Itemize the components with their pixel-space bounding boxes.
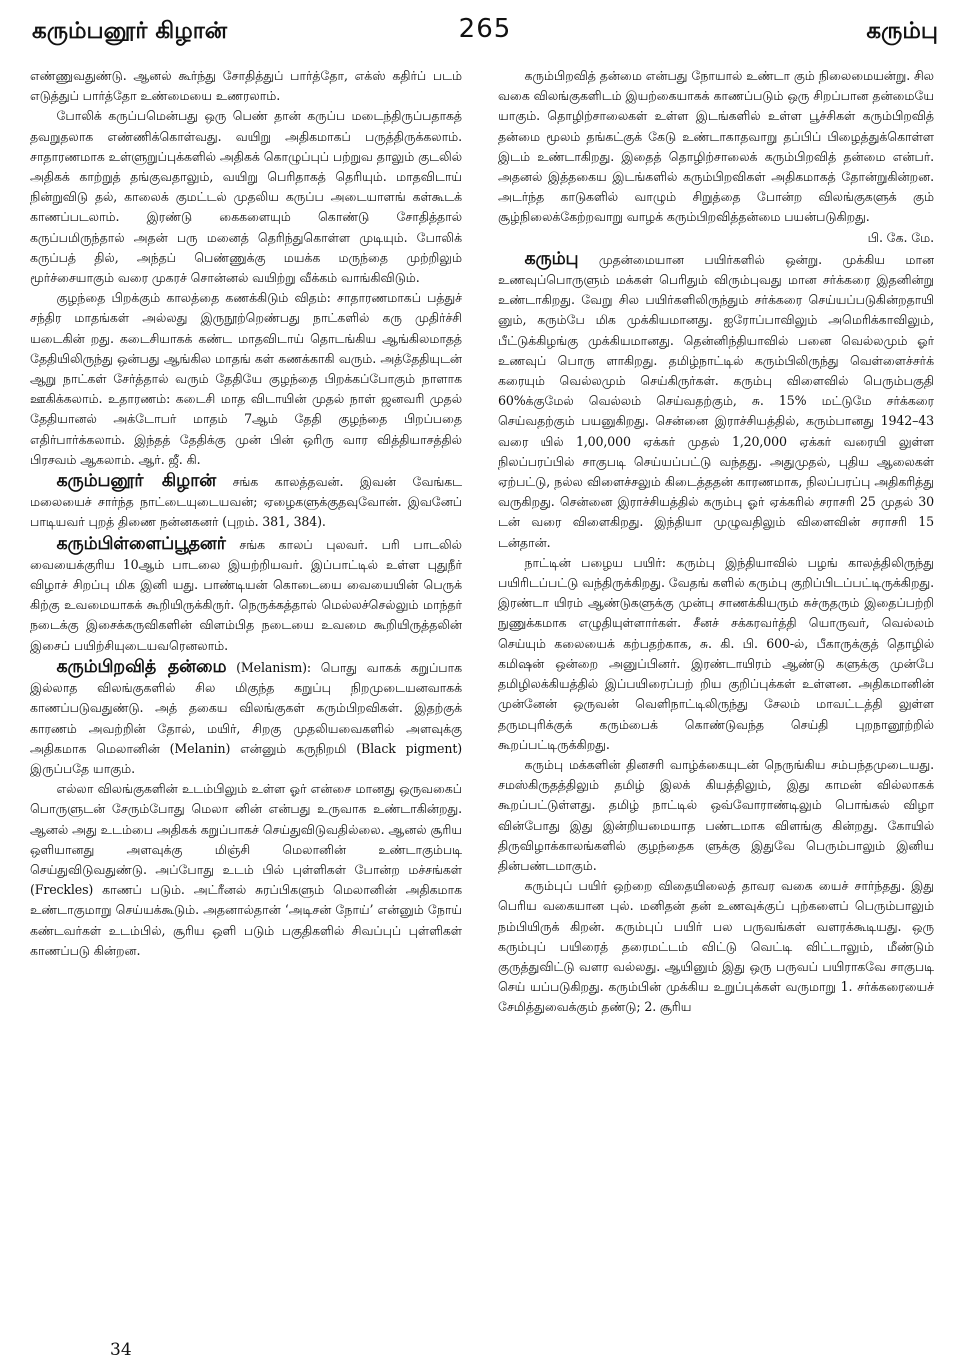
paragraph: கரும்பிறவித் தன்மை என்பது நோயால் உண்டா கும் நிலைமையன்று. சில வகை விலங்குகளிடம் இயற்கையாகக் காணப்படும் ஒரு சிறப்பான தன்மையே யாகும். தொழிற்சாலைகள் உள்ள இடங்களில் உள்ள பூச்சிகள் கரும்பிறவித் தன்மை மூலம் தங்கட்குக் கேடு உண்டாகாதவாறு தப்பிப் பிழைத்துக்கொள்ள இடம் உண்டாகிறது. இதைத் தொழிற்சாலைக் கரும்பிறவித் தன்மை என்பர். அதனல் இத்தகைய இடங்களில் கரும்பிறவிகள் அதிகமாகத் தோன்றுகின்றன. அடர்ந்த காடுகளில் வாழும் சிறுத்தை போன்ற விலங்குகளுக் கும் சூழ்நிலைக்கேற்றவாறு வாழக் கரும்பிறவித்தன்மை பயன்படுகிறது.: [498, 68, 934, 225]
entry-headword: கரும்பனூர் கிழான்: [56, 471, 217, 492]
entry-paragraph: [498, 248, 934, 553]
entry-body: (Melanism): பொது வாகக் கறுப்பாக இல்லாத விலங்குகளில் சில மிகுந்த கறுப்பு நிறமுடையனவாகக் காணப்படுவதுண்டு. அத் தகைய விலங்குகள் கரும்பிறவிகள். இதற்குக் காரணம் அவற்றின் தோல், மயிர், சிறகு முதலியவைகளில் அளவுக்கு அதிகமாக மெலானின் (Melanin) என்னும் கருநிறமி (Black pigment) இருப்பதே யாகும்.: [30, 659, 462, 776]
entry-paragraph: [30, 533, 462, 656]
page-header: [32, 12, 938, 52]
header-right-guideword: கரும்பு: [866, 18, 938, 44]
paragraph: கரும்பு மக்களின் தினசரி வாழ்க்கையுடன் நெருங்கிய சம்பந்தமுடையது. சமஸ்கிருதத்திலும் தமிழ் இலக் கியத்திலும், இது காமன் வில்லாகக் கூறப்பட்டுள்ளது. தமிழ் நாட்டில் ஒவ்வோராண்டிலும் பொங்கல் விழா வின்போது இது இன்றியமையாத பண்டமாக விளங்கு கின்றது. கோயில் திருவிழாக்காலங்களில் குழந்தைக ளுக்கு இதுவே பெரும்பாலும் இனிய தின்பண்டமாகும்.: [498, 756, 934, 873]
paragraph: கரும்புப் பயிர் ஒற்றை விதையிலைத் தாவர வகை யைச் சார்ந்தது. இது பெரிய வகையான புல். மனிதன் தன் உணவுக்குப் புற்களைப் பெரும்பாலும் நம்பியிருக் கிறன். கரும்புப் பயிர் பல பருவங்கள் வளரக்கூடியது. ஒரு கரும்புப் பயிரைத் தரைமட்டம் விட்டு வெட்டி விட்டாலும், மீண்டும் குருத்துவிட்டு வளர வல்லது. ஆயினும் இது ஒரு பருவப் பயிராகவே சாகுபடி செய் யப்படுகிறது. கரும்பின் முக்கிய உறுப்புக்கள் வருமாறு 1. சர்க்கரையைச் சேமித்துவைக்கும் தண்டு; 2. சூரிய: [498, 878, 934, 1015]
author-signature: பி. கே. மே.: [867, 229, 934, 245]
paragraph: எல்லா விலங்குகளின் உடம்பிலும் உள்ள ஓர் என்சை மானது ஒருவகைப் பொருளுடன் சேரும்போது மெலா னின் என்பது உருவாக உண்டாகின்றது. ஆனல் அது உடம்பை அதிகக் கறுப்பாகச் செய்துவிடுவதில்லை. ஆனல் சூரிய ஒளியானது அளவுக்கு மிஞ்சி மெலானின் உண்டாகும்படி செய்துவிடுவதுண்டு. அப்போது உடம் பில் புள்ளிகள் போன்ற மச்சங்கள் (Freckles) காணப் படும். அட்ரீனல் சுரப்பிகளும் மெலானின் அதிகமாக உண்டாகுமாறு செய்யக்கூடும். அதனால்தான் ‘அடிசன் நோய்’ என்னும் நோய் கண்டவர்கள் உடம்பில், சூரிய ஒளி படும் பகுதிகளில் சிவப்புப் புள்ளிகள் காணப்படு கின்றன.: [30, 781, 462, 958]
footer-page-marker: 34: [110, 1340, 132, 1360]
entry-headword: கரும்பு: [524, 248, 579, 269]
right-column: [498, 66, 934, 1322]
paragraph: எண்ணுவதுண்டு. ஆனல் கூர்ந்து சோதித்துப் பார்த்தோ, எக்ஸ் கதிர்ப் படம் எடுத்துப் பார்த்தோ உண்மையை உணரலாம்.: [30, 68, 462, 104]
paragraph: போலிக் கருப்பமென்பது ஒரு பெண் தான் கருப்ப மடைந்திருப்பதாகத் தவறுதலாக எண்ணிக்கொள்வது. வயிறு அதிகமாகப் பருத்திருக்கலாம். சாதாரணமாக உள்ளுறுப்புக்களில் அதிகக் கொழுப்புப் பற்றுவ தாலும் குடலில் அதிகக் காற்றுத் தங்குவதாலும், வயிறு பெரிதாகத் தெரியும். மாதவிடாய் நின்றுவிடு தல், காலைக் குமட்டல் முதலிய கருப்ப அடையாளங் கள்கூடக் காணப்படலாம். இரண்டு கைகளையும் கொண்டு சோதித்தால் கருப்பமிருந்தால் அதன் பரு மனைத் தெரிந்துகொள்ள முடியும். போலிக் கருப்பத் தில், அந்தப் பெண்ணுக்கு மயக்க மருந்தை முற்றிலும் மூர்ச்சையாகும் வரை முகரச் சொன்னல் வயிற்று வீக்கம் வாங்கிவிடும்.: [30, 108, 462, 286]
paragraph: நாட்டின் பழைய பயிர்: கரும்பு இந்தியாவில் பழங் காலத்திலிருந்து பயிரிடப்பட்டு வந்திருக்கிறது. வேதங் களில் கரும்பு குறிப்பிடப்பட்டிருக்கிறது. இரண்டா யிரம் ஆண்டுகளுக்கு முன்பு சாணக்கியரும் சுச்ருதரும் இதைப்பற்றி நுணுக்கமாக எழுதியுள்ளார்கள். சீனச் சக்கரவர்த்தி யொருவர், வெல்லம் செய்யும் கலையைக் கற்பதற்காக, சு. கி. பி. 600-ல், பீகாருக்குத் தொழில் கமிஷன் ஒன்றை அனுப்பினர். இரண்டாயிரம் ஆண்டு களுக்கு முன்பே தமிழிலக்கியத்தில் இப்பயிரைப்பற் றிய குறிப்புக்கள் உள்ளன. அதிகமானின் முன்னேன் ஒருவன் வெளிநாட்டிலிருந்து சேலம் மாவட்டத்தி லுள்ள தருமபுரிக்குக் கரும்பைக் கொண்டுவந்த செய்தி புறநானூற்றில் கூறப்பட்டிருக்கிறது.: [498, 554, 934, 752]
entry-body: சங்க காலத்தவன். இவன் வேங்கட மலையைச் சார்ந்த நாட்டையுடையவன்; ஏழைகளுக்குதவுவோன். இவனேப் பாடியவர் புறத் திணை நன்னகனர் (புறம். 381, 384).: [30, 474, 462, 530]
entry-body: முதன்மையான பயிர்களில் ஒன்று. முக்கிய மான உணவுப்பொருளும் மக்கள் பெரிதும் விரும்புவது மான சர்க்கரை இதனின்று உண்டாகிறது. வேறு சில பயிர்களிலிருந்தும் சர்க்கரை செய்யப்படுகின்றதாயி னும், கரும்பே மிக முக்கியமானது. ஐரோப்பாவிலும் அமெரிக்காவிலும், பீட்டுக்கிழங்கு முக்கியமானது. தென்னிந்தியாவில் பனை வெல்லமும் ஓர் உணவுப் பொரு ளாகிறது. தமிழ்நாட்டில் கரும்பிலிருந்து வெள்ளைச்சர்க் கரையும் வெல்லமும் செய்கிருர்கள். கரும்பு விளைவில் பெரும்பகுதி 60%க்குமேல் வெல்லம் செய்வதற்கும், சு. 15% மட்டுமே சர்க்கரை செய்வதற்கும் பயனுகிறது. சென்னை இராச்சியத்தில், கரும்பானது 1942–43 வரை யில் 1,00,000 ஏக்கர் முதல் 1,20,000 ஏக்கர் வரையி லுள்ள நிலப்பரப்பில் சாகுபடி செய்யப்பட்டு வந்தது. அதுமுதல், புதிய ஆலைகள் ஏற்பட்டு, நல்ல விளைச்சலும் கிடைத்ததன் காரணமாக, நிலப்பரப்பு அதிகரித்து வருகிறது. சென்னை இராச்சியத்தில் கரும்பு ஓர் ஏக்கரில் சராசரி 25 முதல் 30 டன் வரை விளைகிறது. இந்தியா முழுவதிலும் விளைவின் சராசரி 15 டன்தான்.: [498, 251, 934, 550]
paragraph: குழந்தை பிறக்கும் காலத்தை கணக்கிடும் விதம்: சாதாரணமாகப் பத்துச் சந்திர மாதங்கள் அல்லது இருநூற்றெண்பது நாட்களில் கரு முதிர்ச்சி யடைகின் றது. கடைசியாகக் கண்ட மாதவிடாய் தொடங்கிய ஆங்கிலமாதத் தேதியிலிருந்து ஒன்பது ஆங்கில மாதங் கள் கணக்காகி வரும். அத்தேதியுடன் ஆறு நாட்கள் சேர்த்தால் வரும் தேதியே குழந்தை பிறக்கப்போகும் நாளாக ஊகிக்கலாம். உதாரணம்: கடைசி மாத விடாயின் முதல் நாள் ஜனவரி முதல் தேதியானல் அக்டோபர் மாதம் 7ஆம் தேதி குழந்தை பிறப்பதை எதிர்பார்க்கலாம். இந்தத் தேதிக்கு முன் பின் ஒரிரு வார வித்தியாசத்தில் பிரசவம் ஆகலாம். ஆர். ஜீ. கி.: [30, 290, 462, 467]
entry-body: சங்க காலப் புலவர். பரி பாடலில் வையைக்குரிய 10ஆம் பாடலை இயற்றியவர். இப்பாட்டில் உள்ள புதுநீர் விழாச் சிறப்பு மிக இனி யது. பாண்டியன் கொடையை வையையின் பெருக் கிற்கு உவமையாகக் கூறியிருக்கிருர். நெருக்கத்தால் மெல்லச்செல்லும் மாந்தர் நடைக்கு இசைக்கருவிகளின் விளம்பித நடையை உவமை கூறியிருத்தலின் இசைப் பயிற்சியுடையவரெனலாம்.: [30, 536, 462, 653]
entry-paragraph: [30, 470, 462, 533]
header-left-guideword: கரும்பனூர் கிழான்: [32, 18, 228, 44]
left-column: [30, 66, 462, 1322]
page-number: 265: [458, 14, 512, 44]
entry-paragraph: [30, 656, 462, 779]
entry-headword: கரும்பிள்ளைப்பூதனர்: [56, 533, 226, 554]
entry-headword: கரும்பிறவித் தன்மை: [56, 656, 227, 677]
